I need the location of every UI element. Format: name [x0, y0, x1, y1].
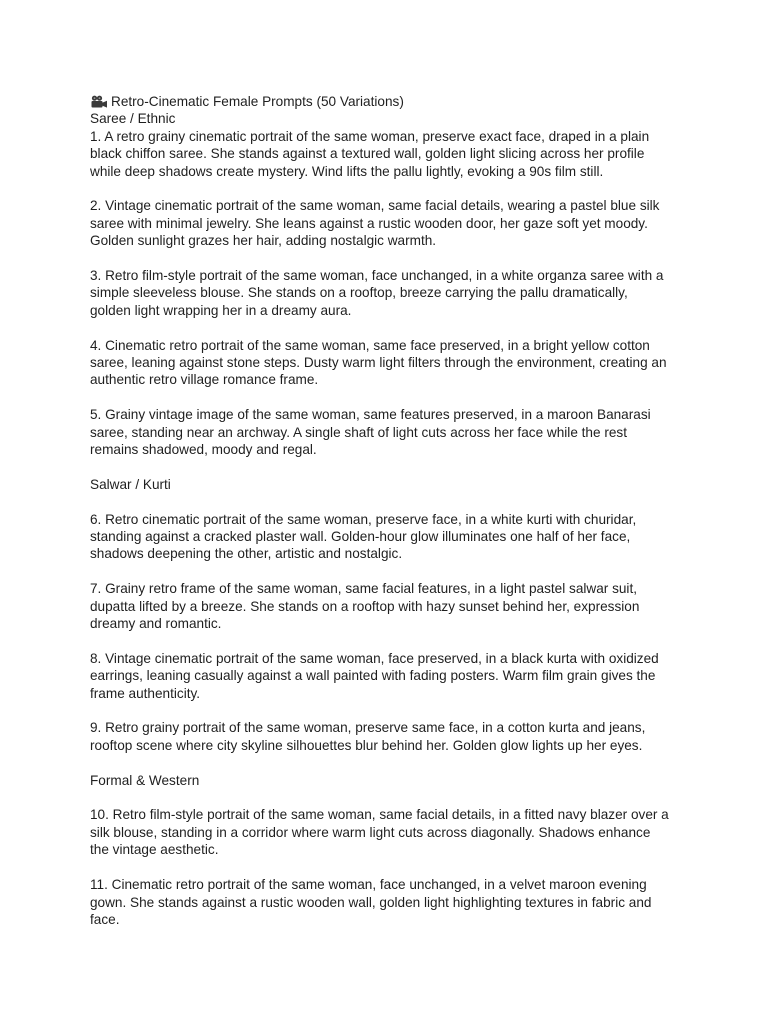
prompt-item: [90, 719, 690, 754]
prompt-item: [90, 806, 690, 858]
prompt-item: [90, 406, 690, 458]
movie-camera-icon: [90, 95, 108, 109]
prompt-line: 4. Cinematic retro portrait of the same woman, same face preserved, in a bright yellow cotton: [90, 337, 650, 353]
prompt-line: dupatta lifted by a breeze. She stands on a rooftop with hazy sunset behind her, expression: [90, 598, 640, 614]
prompt-line: golden light wrapping her in a dreamy aura.: [90, 302, 352, 318]
prompt-line: 3. Retro film-style portrait of the same woman, face unchanged, in a white organza saree with a: [90, 268, 664, 284]
prompt-line: black chiffon saree. She stands against a textured wall, golden light slicing across her profile: [90, 146, 645, 162]
prompt-line: silk blouse, standing in a corridor where warm light cuts across diagonally. Shadows enhance: [90, 824, 651, 840]
prompt-item: [90, 511, 690, 563]
prompt-line: 8. Vintage cinematic portrait of the same woman, face preserved, in a black kurta with oxidized: [90, 650, 659, 666]
section-heading: Saree / Ethnic: [90, 111, 176, 127]
prompt-line: simple sleeveless blouse. She stands on a rooftop, breeze carrying the pallu dramatically,: [90, 285, 628, 301]
prompt-line: while deep shadows create mystery. Wind lifts the pallu lightly, evoking a 90s film still.: [90, 163, 604, 179]
document-title-row: [90, 93, 690, 110]
prompt-item: [90, 876, 690, 928]
prompt-item: [90, 197, 690, 249]
prompt-item: [90, 128, 690, 180]
section-heading: Formal & Western: [90, 772, 200, 788]
prompt-line: shadows deepening the other, artistic and nostalgic.: [90, 546, 403, 562]
prompt-line: 2. Vintage cinematic portrait of the same woman, same facial details, wearing a pastel blue silk: [90, 198, 660, 214]
prompt-line: 5. Grainy vintage image of the same woman, same features preserved, in a maroon Banarasi: [90, 407, 651, 423]
prompt-item: [90, 650, 690, 702]
prompt-line: 9. Retro grainy portrait of the same woman, preserve same face, in a cotton kurta and jeans,: [90, 720, 646, 736]
prompt-line: gown. She stands against a rustic wooden wall, golden light highlighting textures in fabric and: [90, 894, 652, 910]
prompt-line: Golden sunlight grazes her hair, adding nostalgic warmth.: [90, 233, 437, 249]
prompt-line: authentic retro village romance frame.: [90, 372, 319, 388]
prompt-line: 6. Retro cinematic portrait of the same woman, preserve face, in a white kurti with churidar,: [90, 511, 637, 527]
prompt-line: face.: [90, 911, 120, 927]
prompt-line: saree, leaning against stone steps. Dusty warm light filters through the environment, creating an: [90, 355, 667, 371]
prompt-line: 7. Grainy retro frame of the same woman, same facial features, in a light pastel salwar suit,: [90, 581, 638, 597]
section-heading: Salwar / Kurti: [90, 476, 171, 492]
prompt-item: [90, 580, 690, 632]
prompt-line: frame authenticity.: [90, 685, 201, 701]
prompt-line: remains shadowed, moody and regal.: [90, 442, 317, 458]
prompt-line: earrings, leaning casually against a wall painted with fading posters. Warm film grain gives the: [90, 668, 656, 684]
prompt-line: 11. Cinematic retro portrait of the same woman, face unchanged, in a velvet maroon evening: [90, 877, 647, 893]
prompt-line: the vintage aesthetic.: [90, 842, 219, 858]
prompt-line: saree with minimal jewelry. She leans against a rustic wooden door, her gaze soft yet moody.: [90, 215, 648, 231]
prompt-line: 10. Retro film-style portrait of the same woman, same facial details, in a fitted navy blazer over a: [90, 807, 669, 823]
prompt-line: rooftop scene where city skyline silhouettes blur behind her. Golden glow lights up her eyes.: [90, 737, 643, 753]
prompt-line: saree, standing near an archway. A single shaft of light cuts across her face while the rest: [90, 424, 627, 440]
prompt-line: standing against a cracked plaster wall. Golden-hour glow illuminates one half of her face,: [90, 529, 631, 545]
document-body: [90, 93, 690, 928]
document-title: Retro-Cinematic Female Prompts (50 Variations): [111, 94, 404, 109]
prompt-item: [90, 337, 690, 389]
prompt-line: 1. A retro grainy cinematic portrait of the same woman, preserve exact face, draped in a plain: [90, 128, 650, 144]
prompt-line: dreamy and romantic.: [90, 616, 222, 632]
prompt-item: [90, 267, 690, 319]
